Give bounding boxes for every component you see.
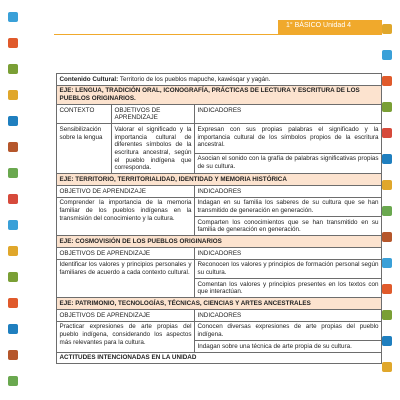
totem-icon — [8, 376, 18, 386]
actitudes-title: ACTITUDES INTENCIONADAS EN LA UNIDAD — [57, 352, 382, 364]
pattern-icon — [8, 194, 18, 204]
pattern-icon — [8, 90, 18, 100]
eje1-indicador-2: Asocian el sonido con la grafía de palabras significativas propias de su cultura. — [195, 153, 382, 174]
content-label: Contenido Cultural: — [59, 75, 119, 83]
animal-icon — [8, 246, 18, 256]
pattern-icon — [8, 12, 18, 22]
eje1-row-1 — [57, 124, 382, 153]
hut-icon — [382, 154, 392, 164]
hut-icon — [8, 142, 18, 152]
eje3-objetivo: Identificar los valores y principios personales y familiares de acuerdo a cada contexto cultural. — [57, 259, 195, 298]
content-cell — [57, 74, 382, 86]
hut-icon — [8, 324, 18, 334]
fish-icon — [382, 232, 392, 242]
eje2-header-row — [57, 174, 382, 186]
eje4-column-headers — [57, 310, 382, 322]
eje2-title: EJE: TERRITORIO, TERRITORIALIDAD, IDENTIDAD Y MEMORIA HISTÓRICA — [57, 174, 382, 186]
fish-icon — [8, 272, 18, 282]
bird-icon — [8, 298, 18, 308]
eje3-col-objetivos: OBJETIVOS DE APRENDIZAJE — [57, 248, 195, 260]
eje4-indicador-1: Conocen diversas expresiones de arte propias del pueblo indígena. — [195, 321, 382, 340]
eje1-title: EJE: LENGUA, TRADICIÓN ORAL, ICONOGRAFÍA, PRÁCTICAS DE LECTURA Y ESCRITURA DE LOS PUEBLOS ORIGINARIOS. — [57, 85, 382, 104]
content-value: Territorio de los pueblos mapuche, kawésqar y yagán. — [118, 75, 271, 83]
animal-icon — [382, 284, 392, 294]
eje4-row-1 — [57, 321, 382, 340]
eje4-objetivo: Practicar expresiones de arte propias del pueblo indígena, considerando los aspectos más relevantes para la cultura. — [57, 321, 195, 352]
eje3-title: EJE: COSMOVISIÓN DE LOS PUEBLOS ORIGINARIOS — [57, 236, 382, 248]
eje1-col-contexto: CONTEXTO — [57, 105, 112, 124]
eje4-title: EJE: PATRIMONIO, TECNOLOGÍAS, TÉCNICAS, CIENCIAS Y ARTES ANCESTRALES — [57, 298, 382, 310]
eje2-row-1 — [57, 197, 382, 216]
header-divider — [54, 34, 382, 35]
pattern-icon — [382, 50, 392, 60]
eje2-objetivo: Comprender la importancia de la memoria familiar de los pueblos indígenas en la transmisión del conocimiento y la cultura. — [57, 197, 195, 236]
totem-icon — [8, 64, 18, 74]
fish-icon — [382, 76, 392, 86]
eje3-indicador-2: Comentan los valores y principios presentes en los textos con que interactúan. — [195, 279, 382, 298]
pattern-icon — [8, 350, 18, 360]
eje3-col-indicadores: INDICADORES — [195, 248, 382, 260]
pattern-icon — [382, 206, 392, 216]
unit-banner — [278, 20, 382, 35]
eje4-indicador-2: Indagan sobre una técnica de arte propia de su cultura. — [195, 341, 382, 353]
eje1-col-indicadores: INDICADORES — [195, 105, 382, 124]
eje2-indicador-1: Indagan en su familia los saberes de su cultura que se han transmitido de generación en generación. — [195, 197, 382, 216]
left-decorative-border — [0, 0, 26, 400]
fish-icon — [8, 116, 18, 126]
eje3-header-row — [57, 236, 382, 248]
bird-icon — [382, 310, 392, 320]
eje4-col-objetivos: OBJETIVOS DE APRENDIZAJE — [57, 310, 195, 322]
eje1-objetivo: Valorar el significado y la importancia cultural de diferentes símbolos de la escritura ancestral, según el pueblo indígena que corresponda. — [112, 124, 195, 174]
animal-icon — [382, 128, 392, 138]
eje1-col-objetivos: OBJETIVOS DE APRENDIZAJE — [112, 105, 195, 124]
eje3-column-headers — [57, 248, 382, 260]
eje1-contexto: Sensibilización sobre la lengua — [57, 124, 112, 174]
eje1-header-row — [57, 85, 382, 104]
eje1-indicador-1: Expresan con sus propias palabras el significado y la importancia cultural de los símbolos propios de la escritura ancestral. — [195, 124, 382, 153]
eje2-col-objetivos: OBJETIVO DE APRENDIZAJE — [57, 186, 195, 198]
eje2-column-headers — [57, 186, 382, 198]
totem-icon — [8, 220, 18, 230]
bird-icon — [8, 38, 18, 48]
actitudes-header-row — [57, 352, 382, 364]
bird-icon — [8, 168, 18, 178]
bird-icon — [382, 180, 392, 190]
eje1-column-headers — [57, 105, 382, 124]
eje3-row-1 — [57, 259, 382, 278]
bird-icon — [382, 24, 392, 34]
curriculum-table — [56, 73, 382, 364]
eje2-col-indicadores: INDICADORES — [195, 186, 382, 198]
hut-icon — [382, 362, 392, 372]
content-row — [57, 74, 382, 86]
totem-icon — [382, 102, 392, 112]
eje4-header-row — [57, 298, 382, 310]
eje4-col-indicadores: INDICADORES — [195, 310, 382, 322]
eje2-indicador-2: Comparten los conocimientos que se han transmitido en su familia de generación en generación. — [195, 217, 382, 236]
pattern-icon — [382, 336, 392, 346]
totem-icon — [382, 258, 392, 268]
unit-banner-label: 1° BÁSICO Unidad 4 — [286, 22, 352, 29]
eje3-indicador-1: Reconocen los valores y principios de formación personal según su cultura. — [195, 259, 382, 278]
